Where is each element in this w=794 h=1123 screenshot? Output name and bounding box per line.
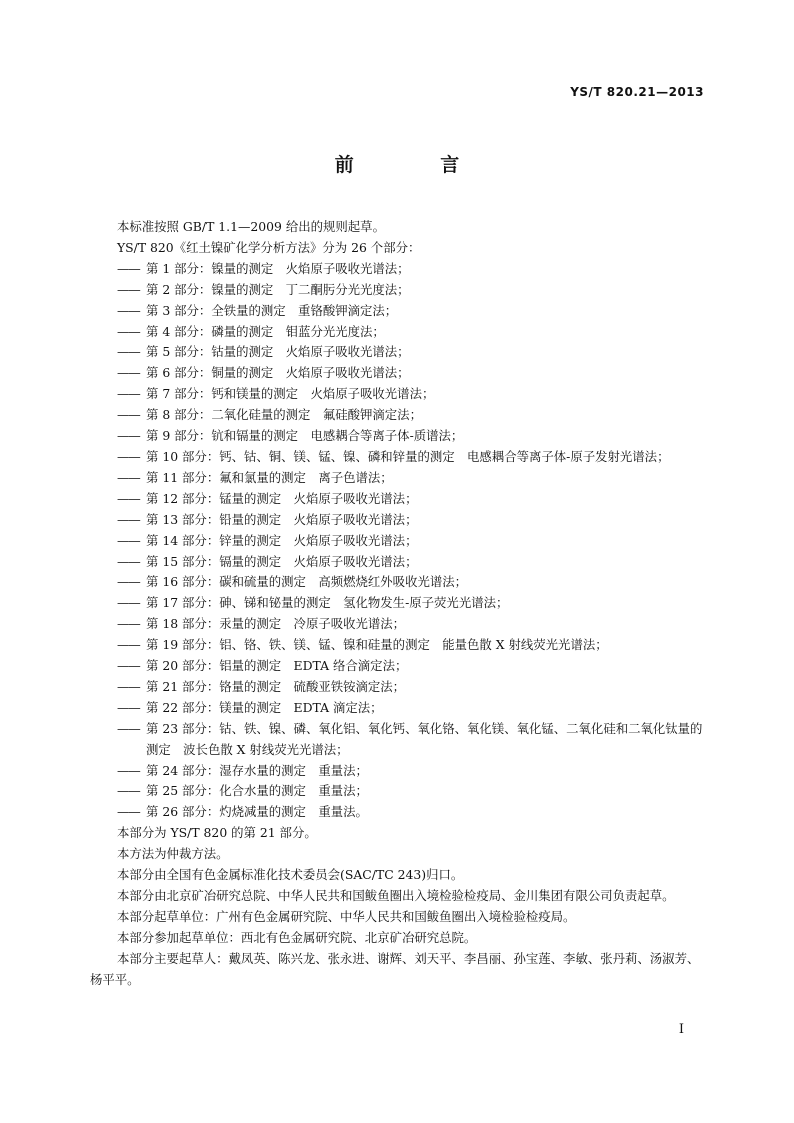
list-item bbox=[90, 384, 704, 405]
list-item-text: 第 8 部分：二氧化硅量的测定 氟硅酸钾滴定法； bbox=[146, 407, 422, 423]
parts-list bbox=[90, 259, 704, 823]
list-dash: —— bbox=[117, 407, 140, 423]
list-item-text: 第 21 部分：铬量的测定 硫酸亚铁铵滴定法； bbox=[146, 678, 406, 694]
list-item bbox=[90, 802, 704, 823]
list-dash: —— bbox=[117, 532, 140, 548]
list-dash: —— bbox=[117, 490, 140, 506]
list-item-text: 第 25 部分：化合水量的测定 重量法； bbox=[146, 783, 368, 799]
list-item-text: 第 13 部分：铅量的测定 火焰原子吸收光谱法； bbox=[146, 511, 418, 527]
list-dash: —— bbox=[117, 678, 140, 694]
list-item-text: 第 7 部分：钙和镁量的测定 火焰原子吸收光谱法； bbox=[146, 386, 435, 402]
document-body bbox=[90, 217, 704, 991]
page-title: 前 言 bbox=[334, 154, 500, 176]
list-item-text: 第 17 部分：砷、锑和铋量的测定 氢化物发生-原子荧光光谱法； bbox=[146, 595, 509, 611]
list-dash: —— bbox=[117, 281, 140, 297]
list-dash: —— bbox=[117, 260, 140, 276]
list-dash: —— bbox=[117, 658, 140, 674]
list-item-text: 第 9 部分：钪和镉量的测定 电感耦合等离子体-质谱法； bbox=[146, 428, 464, 444]
list-dash: —— bbox=[117, 511, 140, 527]
list-item bbox=[90, 635, 704, 656]
list-item bbox=[90, 761, 704, 782]
list-item bbox=[90, 489, 704, 510]
list-item bbox=[90, 280, 704, 301]
list-item-text: 第 23 部分：钴、铁、镍、磷、氧化铝、氧化钙、氧化铬、氧化镁、氧化锰、二氧化硅和二氧化钛量的测定 波长色散 X 射线荧光光谱法； bbox=[146, 720, 703, 757]
list-item bbox=[90, 656, 704, 677]
list-item bbox=[90, 614, 704, 635]
list-dash: —— bbox=[117, 595, 140, 611]
list-item-text: 第 19 部分：铝、铬、铁、镁、锰、镍和硅量的测定 能量色散 X 射线荧光光谱法； bbox=[146, 637, 608, 653]
list-item-text: 第 11 部分：氟和氯量的测定 离子色谱法； bbox=[146, 469, 393, 485]
list-item-text: 第 6 部分：铜量的测定 火焰原子吸收光谱法； bbox=[146, 365, 410, 381]
list-dash: —— bbox=[117, 302, 140, 318]
list-item-text: 第 2 部分：镍量的测定 丁二酮肟分光光度法； bbox=[146, 281, 410, 297]
list-item bbox=[90, 426, 704, 447]
intro-paragraph: YS/T 820《红土镍矿化学分析方法》分为 26 个部分： bbox=[117, 239, 421, 255]
closing-paragraph: 本部分为 YS/T 820 的第 21 部分。 bbox=[117, 825, 317, 841]
list-dash: —— bbox=[117, 469, 140, 485]
list-item-text: 第 4 部分：磷量的测定 钼蓝分光光度法； bbox=[146, 323, 385, 339]
list-item bbox=[90, 698, 704, 719]
list-dash: —— bbox=[117, 804, 140, 820]
list-item bbox=[90, 719, 704, 761]
list-item bbox=[90, 552, 704, 573]
list-dash: —— bbox=[117, 448, 140, 464]
closing-paragraph: 本部分由全国有色金属标准化技术委员会(SAC/TC 243)归口。 bbox=[117, 867, 464, 883]
list-dash: —— bbox=[117, 783, 140, 799]
page-number: I bbox=[678, 1022, 684, 1037]
list-item bbox=[90, 781, 704, 802]
list-item-text: 第 5 部分：钴量的测定 火焰原子吸收光谱法； bbox=[146, 344, 410, 360]
closing-paragraph: 本方法为仲裁方法。 bbox=[117, 846, 229, 862]
list-dash: —— bbox=[117, 574, 140, 590]
list-item-text: 第 12 部分：锰量的测定 火焰原子吸收光谱法； bbox=[146, 490, 418, 506]
list-item bbox=[90, 322, 704, 343]
list-item bbox=[90, 510, 704, 531]
list-dash: —— bbox=[117, 616, 140, 632]
list-item-text: 第 10 部分：钙、钴、铜、镁、锰、镍、磷和锌量的测定 电感耦合等离子体-原子发射光谱法； bbox=[146, 448, 670, 464]
intro-paragraph: 本标准按照 GB/T 1.1—2009 给出的规则起草。 bbox=[117, 219, 385, 234]
list-item-text: 第 15 部分：镉量的测定 火焰原子吸收光谱法； bbox=[146, 553, 418, 569]
list-item bbox=[90, 301, 704, 322]
list-dash: —— bbox=[117, 553, 140, 569]
list-item bbox=[90, 363, 704, 384]
list-item-text: 第 26 部分：灼烧减量的测定 重量法。 bbox=[146, 804, 368, 820]
list-item bbox=[90, 259, 704, 280]
list-dash: —— bbox=[117, 637, 140, 653]
list-item-text: 第 22 部分：镁量的测定 EDTA 滴定法； bbox=[146, 699, 383, 715]
list-item-text: 第 3 部分：全铁量的测定 重铬酸钾滴定法； bbox=[146, 302, 398, 318]
list-item bbox=[90, 572, 704, 593]
list-item bbox=[90, 677, 704, 698]
list-dash: —— bbox=[117, 699, 140, 715]
closing-paragraph: 本部分由北京矿冶研究总院、中华人民共和国鲅鱼圈出入境检验检疫局、金川集团有限公司负责起草。 bbox=[117, 888, 675, 903]
list-dash: —— bbox=[117, 386, 140, 402]
list-item bbox=[90, 468, 704, 489]
list-dash: —— bbox=[117, 323, 140, 339]
list-item bbox=[90, 447, 704, 468]
closing-paragraph: 本部分主要起草人：戴凤英、陈兴龙、张永进、谢辉、刘天平、李昌丽、孙宝莲、李敏、张丹莉、汤淑芳、杨平平。 bbox=[90, 950, 700, 987]
list-item bbox=[90, 531, 704, 552]
list-item bbox=[90, 405, 704, 426]
list-item-text: 第 1 部分：镍量的测定 火焰原子吸收光谱法； bbox=[146, 260, 410, 276]
list-item-text: 第 18 部分：汞量的测定 冷原子吸收光谱法； bbox=[146, 616, 406, 632]
closing-paragraph: 本部分起草单位：广州有色金属研究院、中华人民共和国鲅鱼圈出入境检验检疫局。 bbox=[117, 908, 576, 924]
list-dash: —— bbox=[117, 365, 140, 381]
list-dash: —— bbox=[117, 762, 140, 778]
list-item-text: 第 16 部分：碳和硫量的测定 高频燃烧红外吸收光谱法； bbox=[146, 574, 468, 590]
closing-paragraph: 本部分参加起草单位：西北有色金属研究院、北京矿冶研究总院。 bbox=[117, 929, 477, 945]
list-item-text: 第 20 部分：铝量的测定 EDTA 络合滴定法； bbox=[146, 658, 408, 674]
list-dash: —— bbox=[117, 428, 140, 444]
list-item-text: 第 24 部分：湿存水量的测定 重量法； bbox=[146, 762, 368, 778]
list-dash: —— bbox=[117, 344, 140, 360]
list-dash: —— bbox=[117, 720, 140, 736]
document-code: YS/T 820.21—2013 bbox=[570, 85, 704, 99]
list-item bbox=[90, 342, 704, 363]
list-item-text: 第 14 部分：锌量的测定 火焰原子吸收光谱法； bbox=[146, 532, 418, 548]
list-item bbox=[90, 593, 704, 614]
